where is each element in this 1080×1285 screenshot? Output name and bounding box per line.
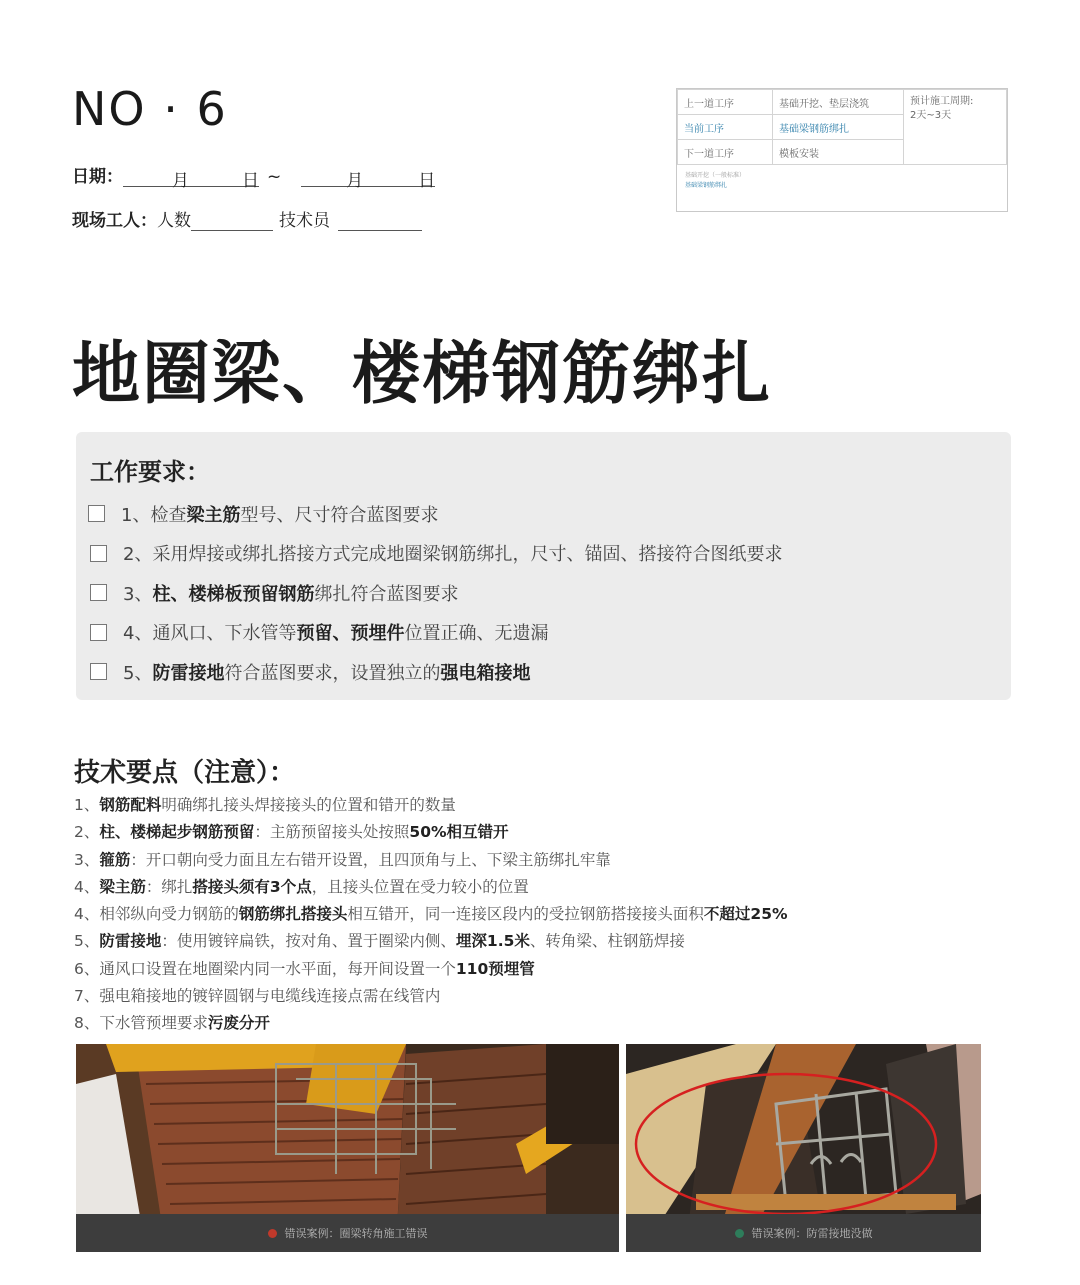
current-step-value: 基础梁钢筋绑扎 bbox=[773, 115, 904, 140]
tech-point bbox=[74, 876, 788, 903]
requirements-panel bbox=[76, 432, 1011, 700]
technician-label: 技术员 bbox=[279, 211, 330, 231]
requirement-text: 型号、尺寸符合蓝图要求 bbox=[240, 504, 439, 526]
next-step-value: 模板安装 bbox=[773, 140, 904, 165]
tech-text: 3、 bbox=[74, 850, 100, 869]
tech-keyword: 柱、楼梯起步钢筋预留 bbox=[99, 823, 255, 842]
tech-point bbox=[74, 849, 788, 876]
tech-point bbox=[74, 958, 788, 985]
requirement-text: 2、采用焊接或绑扎搭接方式完成地圈梁钢筋绑扎，尺寸、锚固、搭接符合图纸要求 bbox=[123, 544, 783, 566]
tech-text: 4、相邻纵向受力钢筋的 bbox=[74, 905, 239, 924]
tech-text: ：使用镀锌扁铁，按对角、置于圈梁内侧、 bbox=[161, 932, 456, 951]
tech-text: 4、 bbox=[74, 877, 100, 896]
technician-blank[interactable] bbox=[338, 210, 422, 231]
tech-point bbox=[74, 930, 788, 957]
prev-step-label: 上一道工序 bbox=[678, 90, 773, 115]
tech-keyword: 110预埋管 bbox=[455, 959, 535, 978]
caption-text: 错误案例：圈梁转角施工错误 bbox=[284, 1227, 428, 1240]
photo-ring-beam-corner bbox=[76, 1044, 619, 1252]
month-blank-2[interactable] bbox=[301, 166, 364, 191]
date-label: 日期： bbox=[72, 167, 123, 187]
process-note bbox=[677, 165, 1007, 197]
tech-points-title: 技术要点（注意）： bbox=[74, 758, 296, 788]
error-dot-icon bbox=[268, 1229, 277, 1238]
tech-keyword: 钢筋配料 bbox=[99, 796, 162, 814]
page-title: 地圈梁、楼梯钢筋绑扎 bbox=[72, 335, 773, 414]
tech-keyword: 梁主筋 bbox=[99, 877, 146, 896]
requirement-item bbox=[88, 613, 782, 653]
tech-text: 、转角梁、柱钢筋焊接 bbox=[529, 932, 685, 951]
requirements-list bbox=[88, 494, 782, 692]
tech-text: ：绑扎 bbox=[145, 877, 193, 896]
requirement-keyword: 柱、楼梯板预留钢筋 bbox=[152, 583, 315, 605]
requirement-text: 5、 bbox=[123, 662, 153, 684]
caption-text: 错误案例：防雷接地没做 bbox=[751, 1227, 873, 1240]
tech-text: 8、下水管预埋要求 bbox=[74, 1014, 208, 1033]
tech-point bbox=[74, 903, 788, 930]
date-separator: ~ bbox=[267, 167, 282, 187]
tech-text: ，且接头位置在受力较小的位置 bbox=[311, 877, 529, 896]
requirement-keyword: 梁主筋 bbox=[186, 504, 241, 526]
prev-step-value: 基础开挖、垫层浇筑 bbox=[773, 90, 904, 115]
requirement-text: 符合蓝图要求，设置独立的 bbox=[224, 662, 441, 684]
next-step-label: 下一道工序 bbox=[678, 140, 773, 165]
tech-text: 7、强电箱接地的镀锌圆钢与电缆线连接点需在线管内 bbox=[74, 987, 441, 1006]
process-note-line-1: 基础开挖（一般标准） bbox=[685, 172, 746, 179]
requirement-checkbox[interactable] bbox=[90, 584, 107, 601]
tech-text: ：开口朝向受力面且左右错开设置，且四顶角与上、下梁主筋绑扎牢靠 bbox=[130, 850, 611, 869]
requirement-keyword: 预留、预埋件 bbox=[296, 623, 405, 645]
requirement-text: 1、检查 bbox=[121, 504, 187, 526]
month-label-2: 月 bbox=[346, 171, 364, 191]
month-label-1: 月 bbox=[172, 171, 189, 191]
requirements-title: 工作要求： bbox=[90, 458, 210, 486]
duration-label: 预计施工周期: bbox=[910, 96, 974, 107]
tech-keyword: 箍筋 bbox=[99, 850, 131, 869]
tech-keyword: 钢筋绑扎搭接头 bbox=[238, 905, 348, 924]
tech-points-list bbox=[74, 794, 788, 1040]
tech-text: 相互错开，同一连接区段内的受拉钢筋搭接接头面积 bbox=[347, 905, 704, 924]
tech-text: 2、 bbox=[74, 823, 100, 842]
duration-cell bbox=[904, 90, 1007, 165]
tech-keyword: 50%相互错开 bbox=[409, 823, 509, 842]
day-blank-2[interactable] bbox=[363, 166, 436, 191]
requirement-checkbox[interactable] bbox=[90, 624, 107, 641]
tech-text: 1、 bbox=[74, 796, 100, 814]
requirement-text: 4、通风口、下水管等 bbox=[123, 623, 297, 645]
requirement-checkbox[interactable] bbox=[90, 663, 107, 680]
count-label: 人数 bbox=[157, 211, 191, 231]
requirement-keyword: 强电箱接地 bbox=[440, 662, 531, 684]
sheet-number: NO · 6 bbox=[72, 82, 228, 136]
tech-point bbox=[74, 985, 788, 1012]
photo-caption-1 bbox=[76, 1214, 619, 1252]
tech-keyword: 防雷接地 bbox=[99, 932, 162, 951]
requirement-checkbox[interactable] bbox=[88, 505, 105, 522]
requirement-text: 绑扎符合蓝图要求 bbox=[314, 583, 459, 605]
requirement-text: 位置正确、无遗漏 bbox=[404, 623, 549, 645]
photo-caption-2 bbox=[626, 1214, 981, 1252]
day-label-1: 日 bbox=[242, 171, 259, 191]
tech-keyword: 污废分开 bbox=[207, 1014, 270, 1033]
month-blank-1[interactable] bbox=[123, 166, 189, 191]
count-blank[interactable] bbox=[191, 210, 273, 231]
tech-keyword: 不超过25% bbox=[703, 905, 788, 924]
tech-keyword: 埋深1.5米 bbox=[455, 932, 530, 951]
requirement-item bbox=[88, 573, 782, 613]
tech-keyword: 搭接头须有3个点 bbox=[192, 877, 312, 896]
requirement-item bbox=[88, 494, 782, 534]
worker-line bbox=[72, 206, 422, 231]
workers-label: 现场工人： bbox=[72, 211, 157, 231]
tech-point bbox=[74, 821, 788, 848]
requirement-item bbox=[88, 652, 782, 692]
tech-text: ：主筋预留接头处按照 bbox=[254, 823, 410, 842]
requirement-item bbox=[88, 534, 782, 574]
current-step-label: 当前工序 bbox=[678, 115, 773, 140]
photo-lightning-grounding bbox=[626, 1044, 981, 1252]
process-table bbox=[676, 88, 1008, 212]
tech-point bbox=[74, 794, 788, 821]
requirement-checkbox[interactable] bbox=[90, 545, 107, 562]
date-line bbox=[72, 162, 436, 191]
tech-point bbox=[74, 1012, 788, 1039]
day-blank-1[interactable] bbox=[189, 166, 259, 191]
tech-text: 5、 bbox=[74, 932, 100, 951]
tech-text: 6、通风口设置在地圈梁内同一水平面，每开间设置一个 bbox=[74, 959, 456, 978]
day-label-2: 日 bbox=[418, 171, 436, 191]
error-dot-icon bbox=[735, 1229, 744, 1238]
requirement-keyword: 防雷接地 bbox=[152, 662, 225, 684]
duration-value: 2天~3天 bbox=[910, 110, 952, 121]
process-note-line-2: 基础梁钢筋绑扎 bbox=[685, 182, 728, 189]
tech-text: 明确绑扎接头焊接接头的位置和错开的数量 bbox=[161, 796, 456, 814]
requirement-text: 3、 bbox=[123, 583, 153, 605]
